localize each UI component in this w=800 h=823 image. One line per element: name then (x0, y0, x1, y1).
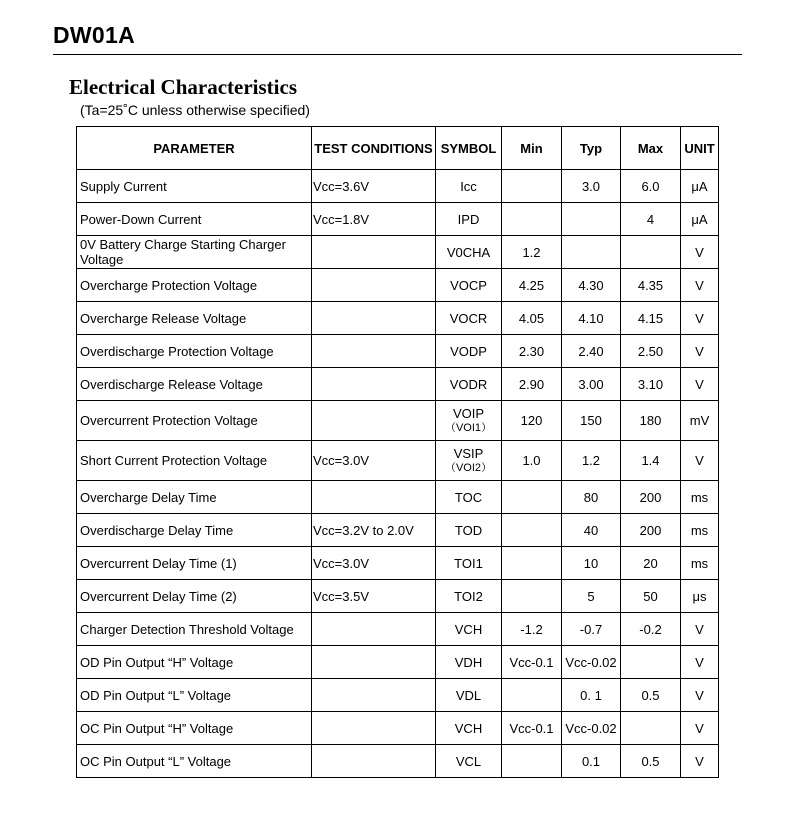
cell-unit: V (681, 269, 719, 302)
cell-symbol (436, 170, 502, 203)
cell-unit: V (681, 368, 719, 401)
cell-test-conditions (312, 368, 436, 401)
symbol-text: VDH (454, 654, 483, 670)
cell-unit: V (681, 679, 719, 712)
cell-parameter: 0V Battery Charge Starting Charger Voltage (77, 236, 312, 269)
cell-min (502, 203, 562, 236)
cell-min: Vcc-0.1 (502, 712, 562, 745)
cell-unit: V (681, 441, 719, 481)
symbol-text: VSIP (453, 445, 484, 461)
cell-parameter: OD Pin Output “L” Voltage (77, 679, 312, 712)
cell-parameter: OC Pin Output “H” Voltage (77, 712, 312, 745)
symbol-text: TOD (454, 522, 483, 538)
section-title: Electrical Characteristics (69, 75, 297, 99)
cell-max: 200 (621, 514, 681, 547)
cell-parameter: OD Pin Output “H” Voltage (77, 646, 312, 679)
cell-typ (562, 236, 621, 269)
cell-unit: V (681, 302, 719, 335)
cell-parameter: Overcurrent Delay Time (2) (77, 580, 312, 613)
cell-test-conditions (312, 481, 436, 514)
cell-typ: 2.40 (562, 335, 621, 368)
symbol-text: TOI1 (454, 555, 483, 571)
symbol-alt-text: （VOI1） (444, 421, 493, 434)
cell-max: 200 (621, 481, 681, 514)
cell-parameter: Charger Detection Threshold Voltage (77, 613, 312, 646)
cell-typ (562, 203, 621, 236)
header-min: Min (502, 127, 562, 170)
symbol-text: Icc (460, 178, 477, 194)
cell-unit: V (681, 236, 719, 269)
electrical-characteristics-table (76, 126, 719, 778)
part-number-title: DW01A (53, 22, 136, 48)
cell-typ: 0.1 (562, 745, 621, 778)
cell-test-conditions (312, 236, 436, 269)
cell-min: 120 (502, 401, 562, 441)
cell-test-conditions (312, 646, 436, 679)
cell-test-conditions: Vcc=3.0V (312, 441, 436, 481)
table-row (77, 302, 719, 335)
cell-parameter: Overcurrent Protection Voltage (77, 401, 312, 441)
cell-typ: 80 (562, 481, 621, 514)
cell-test-conditions: Vcc=3.2V to 2.0V (312, 514, 436, 547)
cell-min: 4.05 (502, 302, 562, 335)
table-row (77, 368, 719, 401)
cell-unit: ms (681, 514, 719, 547)
cell-unit: ms (681, 547, 719, 580)
table-row (77, 679, 719, 712)
header-typ: Typ (562, 127, 621, 170)
symbol-text: TOI2 (454, 588, 483, 604)
cell-parameter: OC Pin Output “L” Voltage (77, 745, 312, 778)
cell-max (621, 236, 681, 269)
cell-symbol (436, 203, 502, 236)
table-row (77, 580, 719, 613)
cell-min: 2.90 (502, 368, 562, 401)
cell-max: 180 (621, 401, 681, 441)
cell-typ: 3.0 (562, 170, 621, 203)
cell-unit: mV (681, 401, 719, 441)
cell-parameter: Power-Down Current (77, 203, 312, 236)
cell-parameter: Overdischarge Release Voltage (77, 368, 312, 401)
cell-min: 1.2 (502, 236, 562, 269)
cell-symbol (436, 745, 502, 778)
header-test-conditions: TEST CONDITIONS (312, 127, 436, 170)
cell-typ: 150 (562, 401, 621, 441)
cell-min: -1.2 (502, 613, 562, 646)
cell-unit: V (681, 712, 719, 745)
cell-unit: V (681, 646, 719, 679)
cell-test-conditions (312, 302, 436, 335)
cell-test-conditions: Vcc=3.0V (312, 547, 436, 580)
table-row (77, 481, 719, 514)
cell-parameter: Overdischarge Delay Time (77, 514, 312, 547)
cell-typ: 4.10 (562, 302, 621, 335)
cell-max (621, 646, 681, 679)
cell-min: 4.25 (502, 269, 562, 302)
cell-max: 4.35 (621, 269, 681, 302)
cell-symbol (436, 646, 502, 679)
cell-typ: 1.2 (562, 441, 621, 481)
cell-min: 2.30 (502, 335, 562, 368)
cell-unit: μs (681, 580, 719, 613)
table-row (77, 170, 719, 203)
cell-typ: 10 (562, 547, 621, 580)
cell-typ: 3.00 (562, 368, 621, 401)
cell-min (502, 580, 562, 613)
cell-max: 2.50 (621, 335, 681, 368)
cell-max: 0.5 (621, 679, 681, 712)
symbol-text: IPD (457, 211, 480, 227)
table-row (77, 335, 719, 368)
cell-max: 4.15 (621, 302, 681, 335)
cell-parameter: Overcharge Protection Voltage (77, 269, 312, 302)
symbol-text: VODR (449, 376, 488, 392)
cell-test-conditions: Vcc=1.8V (312, 203, 436, 236)
table-header-row (77, 127, 719, 170)
symbol-text: VOCP (450, 277, 487, 293)
cell-symbol (436, 613, 502, 646)
table-row (77, 514, 719, 547)
table-body (77, 170, 719, 778)
table-row (77, 236, 719, 269)
cell-max: 3.10 (621, 368, 681, 401)
header-max: Max (621, 127, 681, 170)
cell-unit: μA (681, 170, 719, 203)
title-divider (53, 54, 742, 55)
cell-test-conditions (312, 745, 436, 778)
table-row (77, 712, 719, 745)
cell-test-conditions (312, 401, 436, 441)
cell-test-conditions (312, 712, 436, 745)
cell-symbol (436, 335, 502, 368)
cell-min: 1.0 (502, 441, 562, 481)
cell-symbol (436, 514, 502, 547)
symbol-text: VCH (454, 621, 483, 637)
cell-min (502, 481, 562, 514)
cell-unit: μA (681, 203, 719, 236)
cell-parameter: Short Current Protection Voltage (77, 441, 312, 481)
symbol-text: VOCR (449, 310, 488, 326)
table-row (77, 269, 719, 302)
table-row (77, 745, 719, 778)
cell-test-conditions: Vcc=3.5V (312, 580, 436, 613)
cell-min: Vcc-0.1 (502, 646, 562, 679)
cell-parameter: Supply Current (77, 170, 312, 203)
cell-unit: V (681, 613, 719, 646)
table-row (77, 646, 719, 679)
cell-symbol (436, 441, 502, 481)
table-row (77, 613, 719, 646)
cell-typ: Vcc-0.02 (562, 712, 621, 745)
cell-symbol (436, 712, 502, 745)
cell-min (502, 514, 562, 547)
symbol-text: VCL (455, 753, 482, 769)
header-symbol: SYMBOL (436, 127, 502, 170)
header-unit: UNIT (681, 127, 719, 170)
cell-symbol (436, 580, 502, 613)
cell-typ: Vcc-0.02 (562, 646, 621, 679)
table-row (77, 547, 719, 580)
cell-symbol (436, 236, 502, 269)
cell-max: 6.0 (621, 170, 681, 203)
cell-test-conditions (312, 335, 436, 368)
cell-typ: 4.30 (562, 269, 621, 302)
cell-unit: ms (681, 481, 719, 514)
cell-max: 1.4 (621, 441, 681, 481)
cell-max: 50 (621, 580, 681, 613)
cell-parameter: Overcharge Release Voltage (77, 302, 312, 335)
cell-unit: V (681, 745, 719, 778)
symbol-text: VOIP (452, 405, 485, 421)
cell-test-conditions: Vcc=3.6V (312, 170, 436, 203)
cell-test-conditions (312, 679, 436, 712)
cell-min (502, 170, 562, 203)
cell-typ: -0.7 (562, 613, 621, 646)
symbol-text: V0CHA (446, 244, 491, 260)
cell-test-conditions (312, 269, 436, 302)
cell-min (502, 745, 562, 778)
cell-symbol (436, 481, 502, 514)
cell-symbol (436, 368, 502, 401)
cell-symbol (436, 269, 502, 302)
cell-symbol (436, 547, 502, 580)
cell-max: 0.5 (621, 745, 681, 778)
cell-test-conditions (312, 613, 436, 646)
cell-max (621, 712, 681, 745)
cell-typ: 40 (562, 514, 621, 547)
cell-symbol (436, 401, 502, 441)
symbol-text: VDL (455, 687, 482, 703)
cell-symbol (436, 302, 502, 335)
symbol-text: VCH (454, 720, 483, 736)
cell-parameter: Overcurrent Delay Time (1) (77, 547, 312, 580)
cell-min (502, 679, 562, 712)
cell-max: 4 (621, 203, 681, 236)
symbol-text: TOC (454, 489, 483, 505)
table-row (77, 441, 719, 481)
cell-min (502, 547, 562, 580)
cell-typ: 5 (562, 580, 621, 613)
cell-max: -0.2 (621, 613, 681, 646)
conditions-note: (Ta=25˚C unless otherwise specified) (80, 102, 310, 118)
cell-typ: 0. 1 (562, 679, 621, 712)
table-row (77, 401, 719, 441)
cell-parameter: Overcharge Delay Time (77, 481, 312, 514)
cell-parameter: Overdischarge Protection Voltage (77, 335, 312, 368)
symbol-text: VODP (450, 343, 487, 359)
symbol-alt-text: （VOI2） (444, 461, 493, 474)
cell-max: 20 (621, 547, 681, 580)
cell-unit: V (681, 335, 719, 368)
header-parameter: PARAMETER (77, 127, 312, 170)
cell-symbol (436, 679, 502, 712)
table-row (77, 203, 719, 236)
